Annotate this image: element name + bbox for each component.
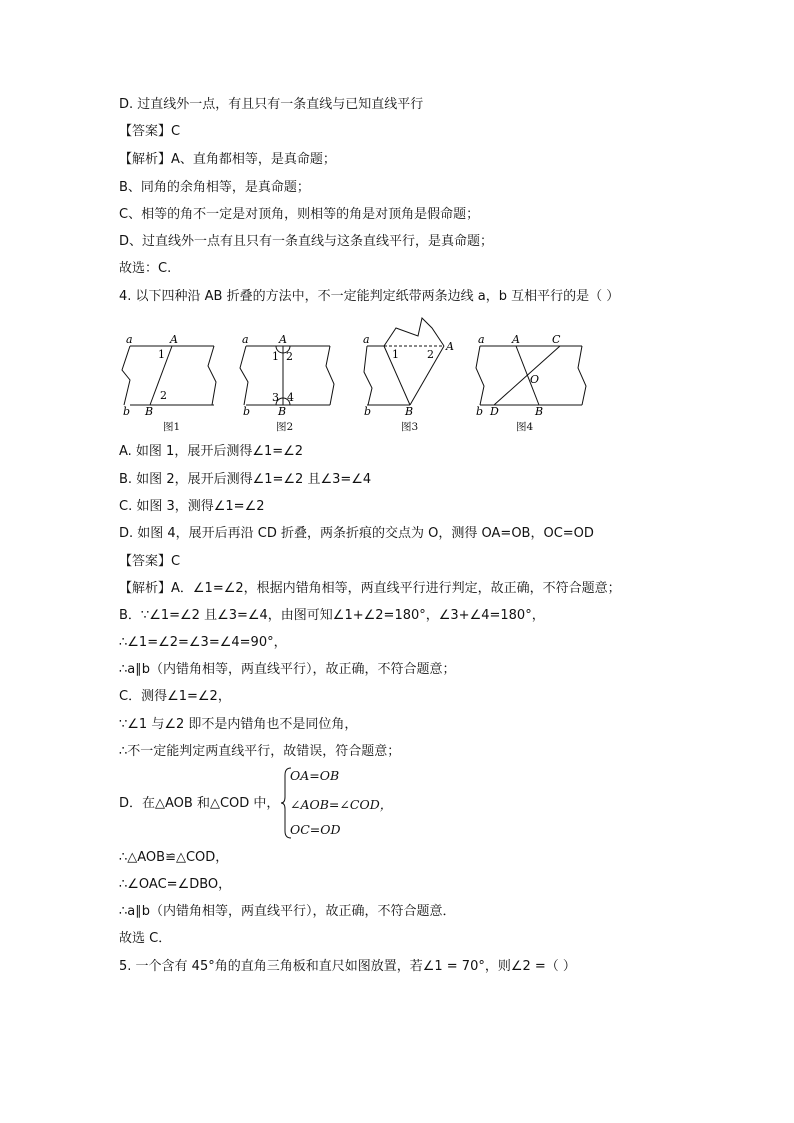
label-B: B [145, 405, 154, 418]
analysis-line: ∴∠OAC=∠DBO， [119, 877, 232, 892]
label-B: B [405, 405, 414, 418]
option-d-line: D. 过直线外一点，有且只有一条直线与已知直线平行 [119, 97, 424, 112]
label-a: a [126, 333, 133, 346]
label-A: A [512, 333, 520, 346]
analysis-line: ∴a∥b（内错角相等，两直线平行），故正确，不符合题意． [119, 904, 456, 919]
label-A: A [279, 333, 287, 346]
caption-figure-3: 图3 [401, 421, 419, 433]
analysis-line: ∴不一定能判定两直线平行，故错误，符合题意； [119, 744, 401, 759]
option-d: D. 如图 4，展开后再沿 CD 折叠，两条折痕的交点为 O，测得 OA=OB，OC=OD [119, 526, 594, 541]
label-a: a [363, 333, 370, 346]
label-b: b [243, 405, 251, 418]
answer-line: 【答案】C [119, 124, 181, 139]
analysis-line: 【解析】A．∠1=∠2，根据内错角相等，两直线平行进行判定，故正确，不符合题意； [119, 581, 621, 596]
label-C: C [552, 333, 561, 346]
label-1: 1 [392, 348, 399, 361]
caption-figure-1: 图1 [163, 421, 181, 433]
label-b: b [123, 405, 131, 418]
analysis-line: C、相等的角不一定是对顶角，则相等的角是对顶角是假命题； [119, 207, 480, 222]
label-3: 3 [272, 391, 279, 404]
label-O: O [530, 373, 540, 386]
analysis-line: ∴∠1=∠2=∠3=∠4=90°， [119, 635, 287, 650]
caption-figure-4: 图4 [516, 421, 534, 433]
analysis-line: B、同角的余角相等，是真命题； [119, 180, 310, 195]
analysis-line: D．在△AOB 和△COD 中， [119, 796, 280, 811]
answer-line: 【答案】C [119, 554, 181, 569]
analysis-line: ∵∠1 与∠2 即不是内错角也不是同位角， [119, 717, 358, 732]
option-a: A. 如图 1，展开后测得∠1=∠2 [119, 444, 304, 459]
brace-line-1: OA=OB [290, 768, 340, 783]
analysis-line: C．测得∠1=∠2， [119, 689, 231, 704]
analysis-line: D、过直线外一点有且只有一条直线与这条直线平行，是真命题； [119, 234, 494, 249]
label-A: A [446, 340, 454, 353]
figure-1 [122, 346, 216, 405]
label-b: b [476, 405, 484, 418]
figure-3 [364, 318, 444, 405]
label-b: b [364, 405, 372, 418]
brace-line-3: OC=OD [290, 822, 341, 837]
conclusion-line: 故选：C. [119, 261, 172, 276]
label-A: A [170, 333, 178, 346]
label-1: 1 [272, 350, 279, 363]
brace-line-2: ∠AOB=∠COD， [290, 797, 393, 812]
analysis-line: ∴△AOB≌△COD， [119, 850, 229, 865]
label-a: a [242, 333, 249, 346]
question-5: 5. 一个含有 45°角的直角三角板和直尺如图放置，若∠1 = 70°，则∠2 =（ ） [119, 959, 576, 974]
label-a: a [478, 333, 485, 346]
label-2: 2 [427, 348, 434, 361]
caption-figure-2: 图2 [276, 421, 294, 433]
option-c: C. 如图 3，测得∠1=∠2 [119, 499, 265, 514]
option-b: B. 如图 2，展开后测得∠1=∠2 且∠3=∠4 [119, 472, 372, 487]
label-B: B [278, 405, 287, 418]
label-D: D [490, 405, 499, 418]
label-1: 1 [158, 348, 165, 361]
label-2: 2 [286, 350, 293, 363]
label-4: 4 [287, 391, 294, 404]
conclusion-line: 故选 C． [119, 931, 172, 946]
analysis-line: 【解析】A、直角都相等，是真命题； [119, 152, 336, 167]
analysis-line: ∴a∥b（内错角相等，两直线平行），故正确，不符合题意； [119, 662, 456, 677]
question-4: 4. 以下四种沿 AB 折叠的方法中，不一定能判定纸带两条边线 a，b 互相平行的是（ ） [119, 289, 620, 304]
analysis-line: B．∵∠1=∠2 且∠3=∠4，由图可知∠1+∠2=180°，∠3+∠4=180°， [119, 608, 545, 623]
label-B: B [535, 405, 544, 418]
label-2: 2 [160, 389, 167, 402]
